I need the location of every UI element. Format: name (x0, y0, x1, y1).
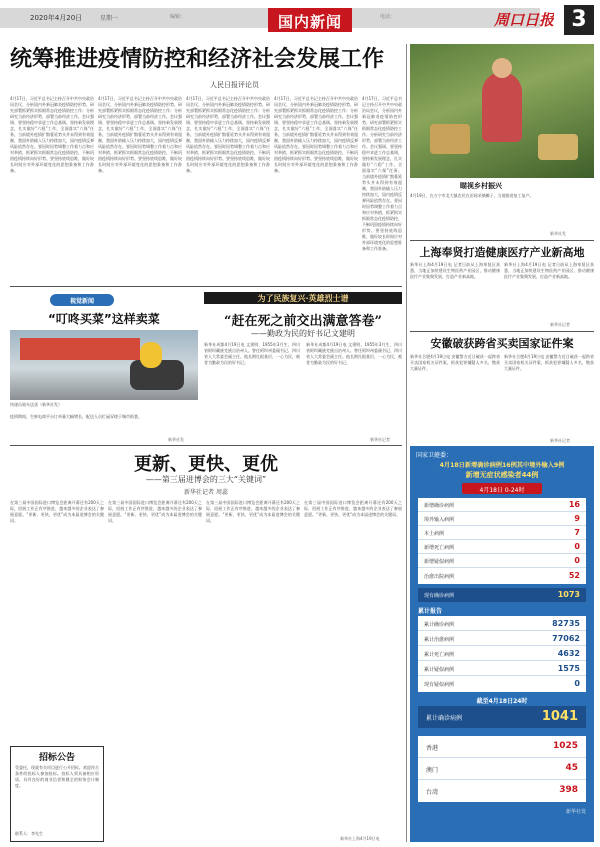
cum-row-value: 1575 (557, 664, 580, 673)
lead-body-col2: 4月17日，习近平总书记主持召开中共中央政治局会议，分析国内外新冠肺炎疫情防控形势，研究部署抓紧抓实抓细常态化疫情防控工作；分析研究当前经济形势，部署当前经济工作。会议强调，要坚持稳中求进工作总基调，坚持新发展理念，扎实做好“六稳”工作，全面落实“六保”任务。当前境外疫情扩散蔓延势头并未得到有效遏制，我国外防输入压力持续加大，国内疫情反弹风险依然存在。要因时因势调整工作着力点和应对举措，抓紧抓实抓细常态化疫情防控，不断巩固疫情持续向好形势。要坚持底线思维，做好较长时间应对外部环境变化的思想准备和工作准备。 (98, 96, 182, 173)
region-label: 台湾 (426, 789, 439, 796)
section-banner (268, 8, 352, 32)
farm-photo (410, 44, 594, 178)
region-value: 1025 (552, 741, 578, 751)
region-label: 澳门 (426, 767, 439, 774)
big-total-box (418, 706, 586, 728)
lead-byline: 人民日报评论员 (210, 81, 259, 89)
daily-row-value: 9 (574, 514, 580, 523)
photo-label: 瞄视乡村振兴 (460, 182, 502, 190)
lead-body-col1: 4月17日，习近平总书记主持召开中共中央政治局会议，分析国内外新冠肺炎疫情防控形势，研究部署抓紧抓实抓细常态化疫情防控工作；分析研究当前经济形势，部署当前经济工作。会议强调，要坚持稳中求进工作总基调，坚持新发展理念，扎实做好“六稳”工作，全面落实“六保”任务。当前境外疫情扩散蔓延势头并未得到有效遏制，我国外防输入压力持续加大，国内疫情反弹风险依然存在。要因时因势调整工作着力点和应对举措，抓紧抓实抓细常态化疫情防控，不断巩固疫情持续向好形势。要坚持底线思维，做好较长时间应对外部环境变化的思想准备和工作准备。 (10, 96, 94, 173)
lead-body-col3: 4月17日，习近平总书记主持召开中共中央政治局会议，分析国内外新冠肺炎疫情防控形势，研究部署抓紧抓实抓细常态化疫情防控工作；分析研究当前经济形势，部署当前经济工作。会议强调，要坚持稳中求进工作总基调，坚持新发展理念，扎实做好“六稳”工作，全面落实“六保”任务。当前境外疫情扩散蔓延势头并未得到有效遏制，我国外防输入压力持续加大，国内疫情反弹风险依然存在。要因时因势调整工作着力点和应对举措，抓紧抓实抓细常态化疫情防控，不断巩固疫情持续向好形势。要坚持底线思维，做好较长时间应对外部环境变化的思想准备和工作准备。 (186, 96, 270, 173)
shanghai-headline: 上海奉贤打造健康医疗产业新高地 (419, 246, 585, 259)
region-row (418, 780, 586, 802)
cum-row-label: 累计治愈病例 (424, 637, 455, 643)
daily-row (418, 540, 586, 554)
daily-row-value: 7 (574, 528, 580, 537)
daily-row-value: 52 (568, 571, 580, 580)
expo-body-col4: 在第三届中国国际进口博览会距离开幕还有200天之际，招展工作正有序推进，越来越多的企业表达了参展意愿。“更新、更快、更优”成为本届进博会的关键词。 (304, 500, 402, 517)
daily-row-value: 0 (574, 556, 580, 565)
ribbon-label: 为了民族复兴·英雄烈士谱 (257, 294, 349, 303)
covid-infographic (410, 446, 594, 842)
cum-row-value: 0 (574, 679, 580, 688)
photo-caption: 4月19日，在万宁市北大镇农民在田间采摘椰子，当地推进复工复产。 (410, 193, 534, 198)
anhui-credit: 新华社记者 (550, 438, 570, 443)
column-divider (406, 44, 407, 842)
current-confirmed-bar (418, 588, 586, 602)
cumulative-label: 累计报告 (418, 608, 443, 615)
info-topbar: 国家卫健委： (416, 452, 453, 459)
photo-rider (140, 342, 162, 368)
info-subhead: 新增无症状感染者44例 (465, 471, 539, 479)
video-headline: “叮咚买菜”这样卖菜 (48, 312, 160, 326)
lead-bottom-rule (10, 286, 402, 287)
header-contact: 电话： (380, 14, 396, 20)
tender-body: 受委托，现就有关项目进行公开招标，欢迎符合条件的投标人参加投标。投标人须具备相应资质，具有良好的商业信誉和健全的财务会计制度。 (15, 765, 99, 788)
region-row (418, 736, 586, 758)
ribbon-headline: “赶在死之前交出满意答卷” (224, 314, 382, 329)
expo-body-col2: 在第三届中国国际进口博览会距离开幕还有200天之际，招展工作正有序推进，越来越多的企业表达了参展意愿。“更新、更快、更优”成为本届进博会的关键词。 (108, 500, 202, 523)
anhui-top-rule (410, 331, 594, 332)
anhui-headline: 安徽破获跨省买卖国家证件案 (430, 337, 574, 350)
cum-row (418, 646, 586, 661)
info-footer: 新华社发 (565, 809, 586, 815)
big-total-label: 累计确诊病例 (426, 715, 463, 722)
video-badge-label: 视觉新闻 (69, 298, 94, 305)
cum-row-label: 累计死亡病例 (424, 652, 455, 658)
video-body: 疫情期间，生鲜电商平台订单量大幅增长，配送人员忙碌穿梭于城市街巷。 (10, 414, 142, 419)
expo-headline: 更新、更快、更优 (134, 454, 278, 475)
info-headline: 4月18日新增确诊病例16例其中境外输入9例 (439, 462, 565, 469)
shanghai-body-col1: 新华社上海4月19日电 记者日前从上海奉贤区获悉，当地正加快建设生物医药产业园区，推动健康医疗产业集聚发展，打造产业新高地。 (410, 262, 500, 279)
region-value: 398 (559, 785, 578, 795)
tender-contact: 联系人：李先生 (15, 831, 43, 836)
shanghai-body-col2: 新华社上海4月19日电 记者日前从上海奉贤区获悉，当地正加快建设生物医药产业园区，推动健康医疗产业集聚发展，打造产业新高地。 (504, 262, 594, 279)
photo-person (482, 72, 522, 142)
info-date-tag (462, 483, 542, 494)
photo-storefront (20, 338, 140, 360)
daily-row-label: 新增死亡病例 (424, 545, 455, 551)
ribbon-credit: 新华社记者 (370, 437, 390, 442)
photo-basket (430, 124, 470, 154)
daily-row (418, 512, 586, 526)
ribbon-subtitle: ——勤政为民的好书记文建明 (251, 329, 355, 338)
expo-credit: 新华社上海4月19日电 (340, 836, 380, 841)
daily-row-value: 16 (568, 500, 580, 509)
expo-subtitle: ——第三届进博会的三大“关键词” (145, 475, 267, 484)
regional-table (418, 736, 586, 802)
daily-row-label: 治愈出院病例 (424, 574, 455, 580)
header-bar (0, 0, 600, 40)
daily-row-label: 本土病例 (424, 531, 445, 537)
video-credit: 新华社发 (168, 437, 184, 442)
cum-row (418, 661, 586, 676)
ribbon-body-col1: 新华社成都4月19日电 文建明，1955年3月生，四川省阿坝藏族羌族自治州人。曾任阿坝州委副书记、四川省人大常委会副主任。他长期扎根基层，一心为民，被誉为勤政为民的好书记。 (204, 342, 300, 365)
cumulative-table (418, 616, 586, 692)
ribbon-body-col2: 新华社成都4月19日电 文建明，1955年3月生，四川省阿坝藏族羌族自治州人。曾任阿坝州委副书记、四川省人大常委会副主任。他长期扎根基层，一心为民，被誉为勤政为民的好书记。 (306, 342, 402, 365)
daily-row (418, 526, 586, 540)
header-weekday: 星期一 (100, 15, 119, 22)
cum-row-label: 累计疑似病例 (424, 667, 455, 673)
current-confirmed-label: 现有确诊病例 (424, 593, 455, 599)
shanghai-top-rule (410, 240, 594, 241)
region-label: 香港 (426, 745, 439, 752)
cum-row-value: 4632 (557, 649, 580, 658)
video-caption: 快递员骑车送货（新华社发） (10, 402, 62, 407)
photo-head (492, 58, 512, 78)
tender-title: 招标公告 (38, 753, 75, 763)
page-number: 3 (571, 7, 587, 32)
header-date: 2020年4月20日 (30, 14, 83, 22)
photo-credit: 新华社发 (550, 231, 566, 236)
photo-crate (538, 134, 578, 160)
cum-row (418, 616, 586, 631)
region-value: 45 (565, 763, 578, 773)
daily-row-label: 新增疑似病例 (424, 559, 455, 565)
expo-body-col1: 在第三届中国国际进口博览会距离开幕还有200天之际，招展工作正有序推进，越来越多的企业表达了参展意愿。“更新、更快、更优”成为本届进博会的关键词。 (10, 500, 104, 523)
daily-row (418, 554, 586, 568)
anhui-body-col1: 新华社合肥4月19日电 安徽警方近日破获一起跨省买卖国家机关证件案，抓获犯罪嫌疑人多名，缴获大量证件。 (410, 354, 500, 371)
current-confirmed-value: 1073 (557, 590, 580, 599)
cum-row-label: 累计确诊病例 (424, 622, 455, 628)
daily-row-label: 境外输入病例 (424, 517, 455, 523)
daily-row-value: 0 (574, 542, 580, 551)
section3-label: 截至4月18日24时 (476, 698, 528, 705)
delivery-photo (10, 330, 198, 400)
lead-headline: 统筹推进疫情防控和经济社会发展工作 (10, 46, 385, 72)
expo-body-col3: 在第三届中国国际进口博览会距离开幕还有200天之际，招展工作正有序推进，越来越多的企业表达了参展意愿。“更新、更快、更优”成为本届进博会的关键词。 (206, 500, 300, 523)
video-badge (50, 294, 114, 306)
daily-table (418, 498, 586, 584)
masthead-logo: 周口日报 (494, 11, 555, 29)
cum-row (418, 676, 586, 692)
section-title: 国内新闻 (277, 13, 342, 31)
cum-row-value: 77062 (552, 634, 580, 643)
daily-row (418, 498, 586, 512)
cum-row-value: 82735 (552, 619, 580, 628)
daily-row-label: 新增确诊病例 (424, 503, 455, 509)
big-total-value: 1041 (541, 709, 578, 724)
tender-notice (10, 746, 104, 842)
page-number-box (564, 5, 594, 35)
lead-body-col4: 4月17日，习近平总书记主持召开中共中央政治局会议，分析国内外新冠肺炎疫情防控形势，研究部署抓紧抓实抓细常态化疫情防控工作；分析研究当前经济形势，部署当前经济工作。会议强调，要坚持稳中求进工作总基调，坚持新发展理念，扎实做好“六稳”工作，全面落实“六保”任务。当前境外疫情扩散蔓延势头并未得到有效遏制，我国外防输入压力持续加大，国内疫情反弹风险依然存在。要因时因势调整工作着力点和应对举措，抓紧抓实抓细常态化疫情防控，不断巩固疫情持续向好形势。要坚持底线思维，做好较长时间应对外部环境变化的思想准备和工作准备。 (274, 96, 358, 173)
region-row (418, 758, 586, 780)
daily-row (418, 568, 586, 584)
expo-byline: 新华社记者 周蕊 (184, 489, 228, 496)
lead-body-col5: 4月17日，习近平总书记主持召开中共中央政治局会议，分析国内外新冠肺炎疫情防控形势，研究部署抓紧抓实抓细常态化疫情防控工作；分析研究当前经济形势，部署当前经济工作。会议强调，要坚持稳中求进工作总基调，坚持新发展理念，扎实做好“六稳”工作，全面落实“六保”任务。当前境外疫情扩散蔓延势头并未得到有效遏制，我国外防输入压力持续加大，国内疫情反弹风险依然存在。要因时因势调整工作着力点和应对举措，抓紧抓实抓细常态化疫情防控，不断巩固疫情持续向好形势。要坚持底线思维，做好较长时间应对外部环境变化的思想准备和工作准备。 (362, 96, 402, 251)
cum-row-label: 现有疑似病例 (424, 682, 455, 688)
header-editor: 编辑： (170, 14, 186, 20)
info-date-tag-label: 4月18日 0-24时 (479, 487, 525, 494)
anhui-body-col2: 新华社合肥4月19日电 安徽警方近日破获一起跨省买卖国家机关证件案，抓获犯罪嫌疑人多名，缴获大量证件。 (504, 354, 594, 371)
mid-rule (10, 445, 402, 446)
cum-row (418, 631, 586, 646)
shanghai-credit: 新华社记者 (550, 322, 570, 327)
ribbon-banner (204, 292, 402, 304)
